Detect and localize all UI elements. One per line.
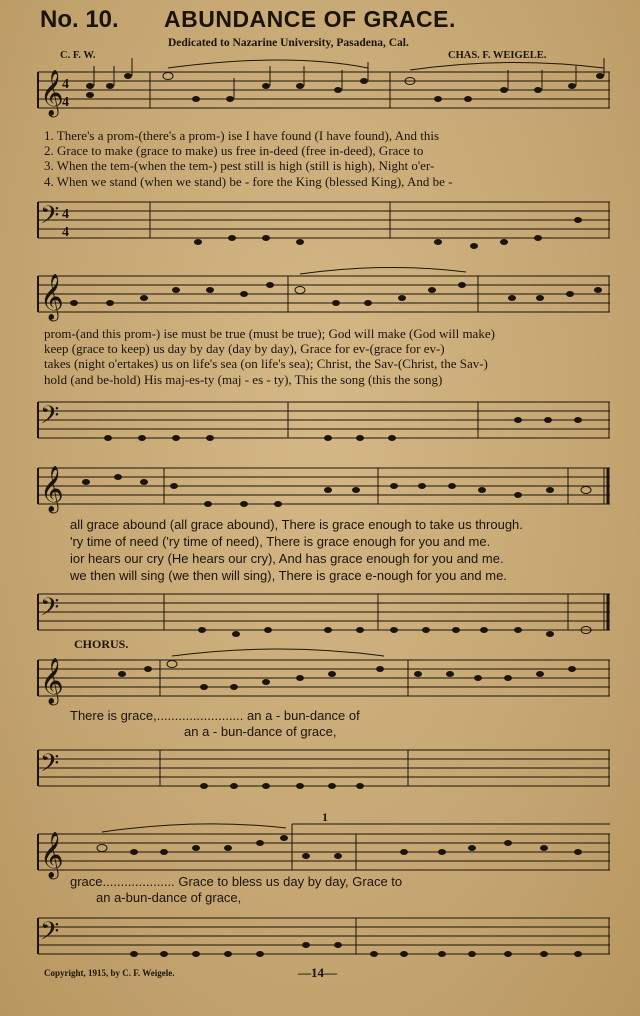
svg-text:1: 1 (322, 810, 328, 824)
hymn-number: No. 10. (40, 6, 119, 33)
svg-text:4: 4 (62, 95, 69, 110)
treble-staff-3 (38, 462, 610, 512)
svg-text:𝄞: 𝄞 (40, 274, 64, 320)
svg-text:𝄢: 𝄢 (40, 401, 60, 436)
svg-text:𝄞: 𝄞 (40, 466, 64, 512)
lyric-line: keep (grace to keep) us day by day (day by day), Grace for ev-(grace for ev-) (44, 341, 445, 357)
bass-staff-1 (38, 196, 610, 256)
lyricist: C. F. W. (60, 50, 96, 61)
lyric-line: 4. When we stand (when we stand) be - fore the King (blessed King), And be - (44, 173, 453, 189)
dedication: Dedicated to Nazarine University, Pasadena, Cal. (168, 37, 409, 49)
lyric-line: all grace abound (all grace abound), There is grace enough to take us through. (70, 517, 523, 532)
svg-text:𝄞: 𝄞 (40, 70, 64, 116)
lyric-line: hold (and be-hold) His maj-es-ty (maj - es - ty), This the song (this the song) (44, 371, 443, 387)
bass-staff-5 (38, 912, 610, 968)
treble-staff-1 (38, 66, 610, 114)
svg-text:4: 4 (62, 225, 69, 240)
svg-text:𝄢: 𝄢 (40, 593, 60, 628)
bass-staff-3 (38, 588, 610, 638)
lyric-line: 'ry time of need ('ry time of need), There is grace enough for you and me. (70, 534, 491, 549)
page-number: —14— (298, 965, 337, 980)
svg-text:4: 4 (62, 77, 69, 92)
verse-lyrics-3 (44, 516, 610, 584)
lyric-line: ior hears our cry (He hears our cry), And has grace enough for you and me. (70, 551, 504, 566)
treble-staff-2 (38, 270, 610, 318)
chorus-label: CHORUS. (74, 637, 129, 651)
chorus-lyric-line-1-top: There is grace,........................ an a - bun-dance of (70, 708, 360, 723)
lyric-line: 1. There's a prom-(there's a prom-) ise I have found (I have found), And this (44, 128, 440, 143)
svg-text:𝄞: 𝄞 (40, 658, 64, 704)
treble-staff-5 (38, 810, 610, 878)
bass-staff-4 (38, 744, 610, 800)
svg-text:𝄢: 𝄢 (40, 917, 60, 952)
lyric-line: 3. When the tem-(when the tem-) pest still is high (still is high), Night o'er- (44, 158, 435, 174)
copyright: Copyright, 1915, by C. F. Weigele. (44, 968, 175, 978)
lyric-line: takes (night o'ertakes) us on life's sea (on life's sea); Christ, the Sav-(Christ, the Sav-) (44, 356, 488, 372)
hymn-title: ABUNDANCE OF GRACE. (164, 6, 456, 32)
chorus-lyric-line-2-bottom: an a-bun-dance of grace, (96, 890, 242, 905)
composer: CHAS. F. WEIGELE. (448, 50, 547, 61)
svg-text:𝄞: 𝄞 (40, 832, 64, 878)
lyric-line: 2. Grace to make (grace to make) us free in-deed (free in-deed), Grace to (44, 143, 424, 159)
lyric-line: we then will sing (we then will sing), There is grace e-nough for you and me. (70, 568, 507, 583)
svg-text:𝄢: 𝄢 (40, 749, 60, 784)
verse-lyrics-1 (44, 128, 610, 189)
verse-lyrics-2 (44, 326, 610, 387)
treble-staff-4 (38, 654, 610, 702)
bass-staff-2 (38, 396, 610, 452)
chorus-lyric-line-2-top: grace.................... Grace to bless us day by day, Grace to (70, 874, 403, 889)
chorus-lyric-line-1-bottom: an a - bun-dance of grace, (184, 724, 337, 739)
svg-text:𝄢: 𝄢 (40, 201, 60, 236)
svg-text:4: 4 (62, 207, 69, 222)
lyric-line: prom-(and this prom-) ise must be true (must be true); God will make (God will make) (44, 326, 495, 341)
